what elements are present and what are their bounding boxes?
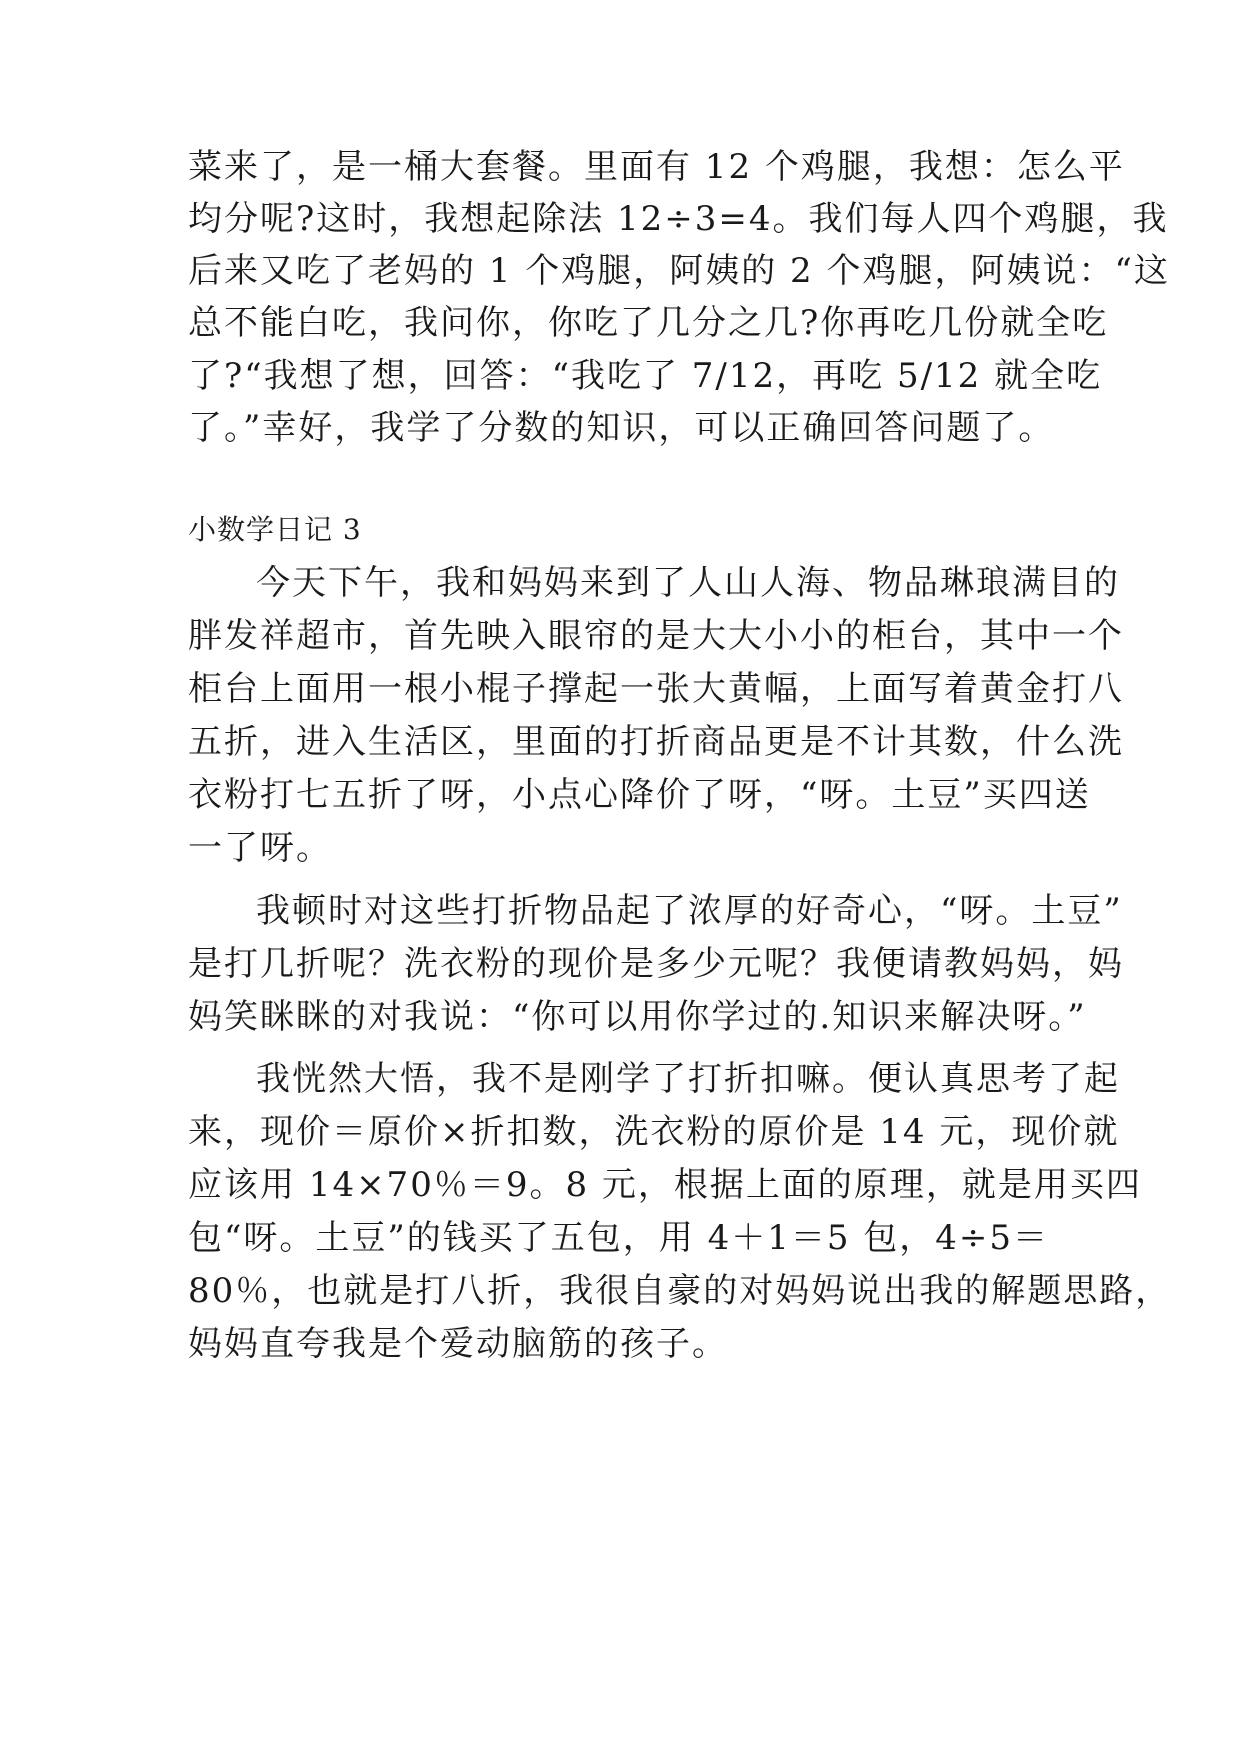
intro-line-6: 了。”幸好，我学了分数的知识，可以正确回答问题了。 (188, 408, 1055, 448)
paragraph-3-line-3: 应该用 14×70％＝9。8 元，根据上面的原理，就是用买四 (188, 1165, 1142, 1205)
paragraph-3-line-5: 80％，也就是打八折，我很自豪的对妈妈说出我的解题思路， (188, 1271, 1172, 1311)
paragraph-3-line-1: 我恍然大悟，我不是刚学了打折扣嘛。便认真思考了起 (256, 1059, 1120, 1099)
paragraph-1-line-2: 胖发祥超市，首先映入眼帘的是大大小小的柜台，其中一个 (188, 616, 1124, 656)
paragraph-2-line-3: 妈笑眯眯的对我说：“你可以用你学过的.知识来解决呀。” (188, 997, 1087, 1037)
intro-line-5: 了?“我想了想，回答：“我吃了 7/12，再吃 5/12 就全吃 (188, 356, 1103, 396)
paragraph-3-line-4: 包“呀。土豆”的钱买了五包，用 4＋1＝5 包，4÷5＝ (188, 1218, 1050, 1258)
paragraph-1-line-6: 一了呀。 (188, 828, 332, 868)
paragraph-1-line-3: 柜台上面用一根小棍子撑起一张大黄幅，上面写着黄金打八 (188, 669, 1124, 709)
section-title: 小数学日记 3 (188, 513, 362, 546)
intro-line-4: 总不能白吃，我问你，你吃了几分之几?你再吃几份就全吃 (188, 303, 1109, 343)
paragraph-2-line-1: 我顿时对这些打折物品起了浓厚的好奇心，“呀。土豆” (256, 891, 1123, 931)
paragraph-1-line-4: 五折，进入生活区，里面的打折商品更是不计其数，什么洗 (188, 722, 1124, 762)
intro-line-3: 后来又吃了老妈的 1 个鸡腿，阿姨的 2 个鸡腿，阿姨说：“这 (188, 251, 1170, 291)
intro-line-1: 菜来了，是一桶大套餐。里面有 12 个鸡腿，我想：怎么平 (188, 147, 1125, 187)
paragraph-1-line-1: 今天下午，我和妈妈来到了人山人海、物品琳琅满目的 (256, 563, 1120, 603)
intro-line-2: 均分呢?这时，我想起除法 12÷3=4。我们每人四个鸡腿，我 (188, 199, 1169, 239)
paragraph-2-line-2: 是打几折呢？洗衣粉的现价是多少元呢？我便请教妈妈，妈 (188, 944, 1124, 984)
paragraph-1-line-5: 衣粉打七五折了呀，小点心降价了呀，“呀。土豆”买四送 (188, 775, 1091, 815)
paragraph-3-line-2: 来，现价＝原价×折扣数，洗衣粉的原价是 14 元，现价就 (188, 1112, 1120, 1152)
paragraph-3-line-6: 妈妈直夸我是个爱动脑筋的孩子。 (188, 1324, 728, 1364)
